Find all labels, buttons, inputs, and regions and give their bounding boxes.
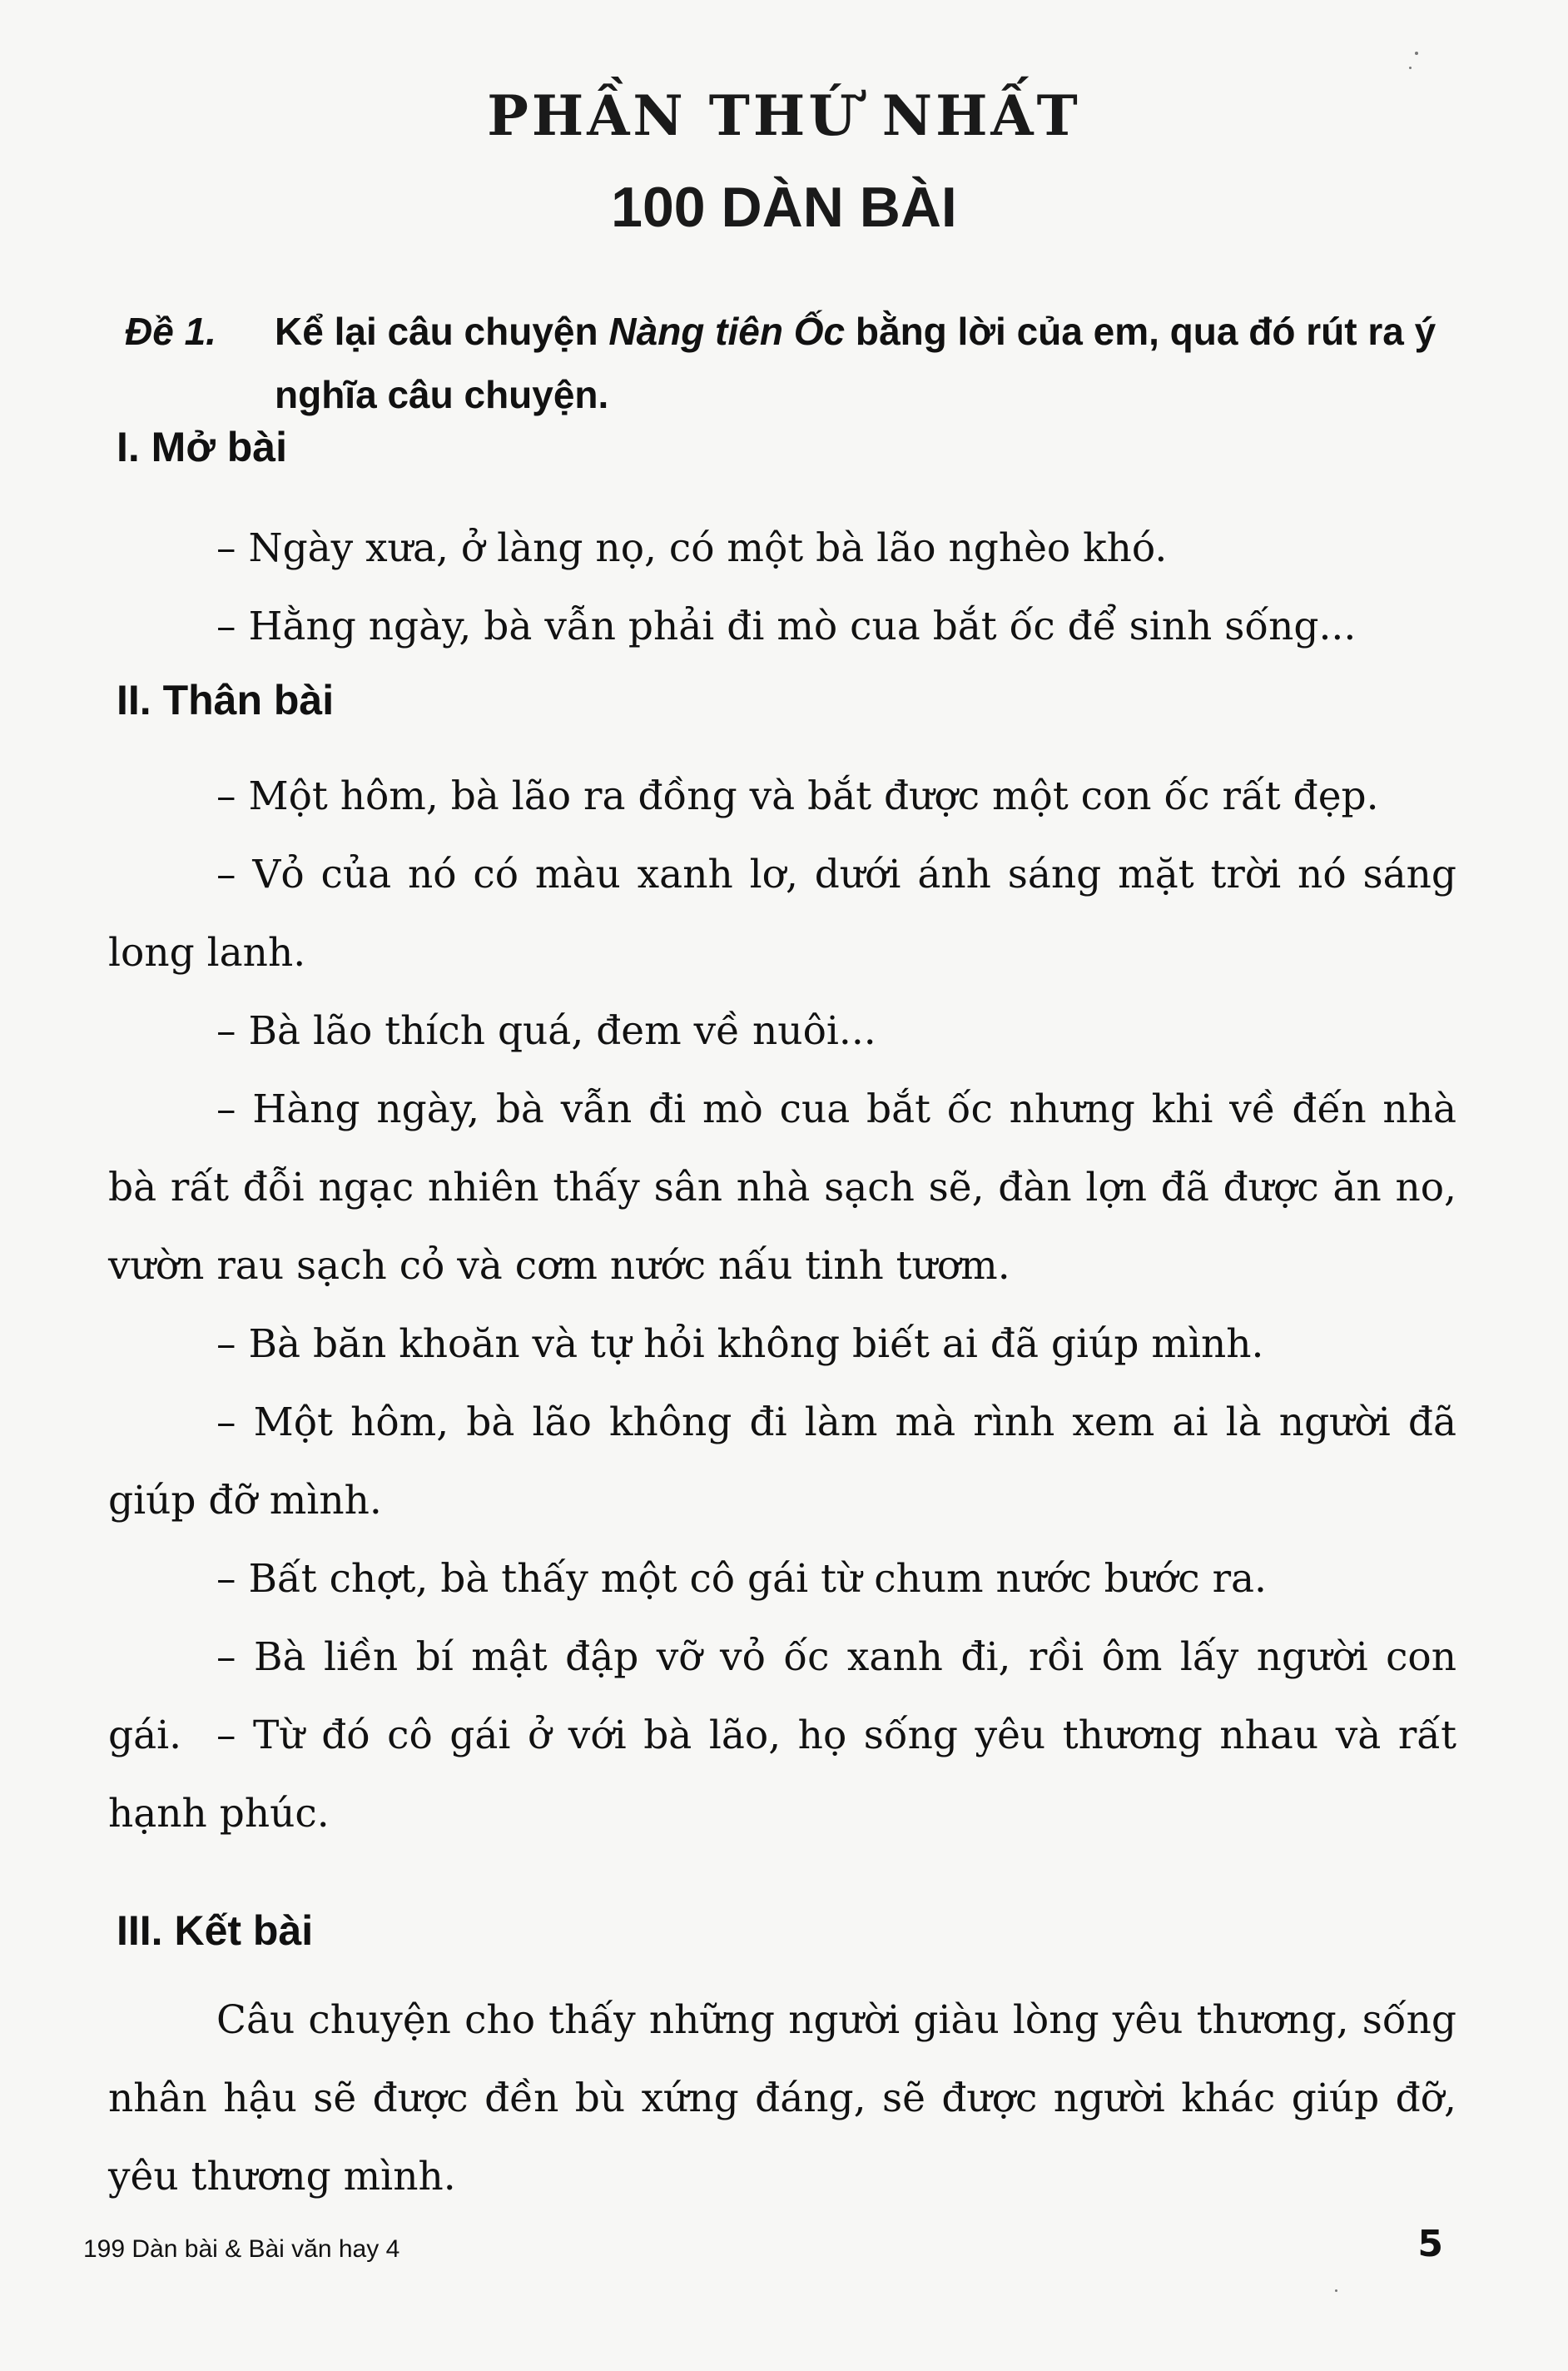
- intro-paragraph-2: – Hằng ngày, bà vẫn phải đi mò cua bắt ốc để sinh sống...: [216, 604, 1357, 649]
- heading-body: II. Thân bài: [117, 677, 335, 723]
- exercise-text: [275, 300, 1456, 426]
- body-paragraph-9: – Từ đó cô gái ở với bà lão, họ sống yêu thương nhau và rất hạnh phúc.: [108, 1712, 1456, 1837]
- body-paragraph-8: – Bà liền bí mật đập vỡ vỏ ốc xanh đi, rồi ôm lấy người con gái.: [108, 1634, 1456, 1758]
- exercise-prompt: [125, 300, 1456, 426]
- body-paragraph-7: – Bất chợt, bà thấy một cô gái từ chum nước bước ra.: [216, 1556, 1268, 1602]
- section-title: 100 DÀN BÀI: [611, 176, 957, 239]
- footer-book-title: 199 Dàn bài & Bài văn hay 4: [83, 2235, 400, 2263]
- paper-speck: [1409, 67, 1412, 69]
- story-title: Nàng tiên Ốc: [608, 310, 846, 353]
- exercise-text-before: Kể lại câu chuyện: [275, 310, 609, 353]
- heading-conclusion: III. Kết bài: [117, 1907, 314, 1954]
- body-paragraph-4: – Hàng ngày, bà vẫn đi mò cua bắt ốc nhưng khi về đến nhà bà rất đỗi ngạc nhiên thấy sân nhà sạch sẽ, đàn lợn đã được ăn no, vườn rau sạch cỏ và cơm nước nấu tinh tươm.: [108, 1086, 1456, 1289]
- heading-introduction: I. Mở bài: [117, 424, 288, 470]
- part-title: PHẦN THỨ NHẤT: [487, 83, 1081, 148]
- body-paragraph-1: – Một hôm, bà lão ra đồng và bắt được một con ốc rất đẹp.: [216, 773, 1379, 819]
- paper-speck: [1415, 52, 1418, 55]
- paper-speck: [1335, 2289, 1337, 2292]
- page-number: 5: [1417, 2223, 1443, 2265]
- body-paragraph-6: – Một hôm, bà lão không đi làm mà rình xem ai là người đã giúp đỡ mình.: [108, 1399, 1456, 1524]
- conclusion-paragraph: Câu chuyện cho thấy những người giàu lòng yêu thương, sống nhân hậu sẽ được đền bù xứng đáng, sẽ được người khác giúp đỡ, yêu thương mình.: [108, 1997, 1456, 2200]
- body-paragraph-2: – Vỏ của nó có màu xanh lơ, dưới ánh sáng mặt trời nó sáng long lanh.: [108, 852, 1456, 976]
- exercise-text-after: bằng lời của em, qua đó rút ra ý nghĩa câu chuyện.: [275, 310, 1437, 416]
- exercise-label: Đề 1.: [125, 310, 216, 353]
- body-paragraph-3: – Bà lão thích quá, đem về nuôi...: [216, 1008, 876, 1054]
- body-paragraph-5: – Bà băn khoăn và tự hỏi không biết ai đã giúp mình.: [216, 1321, 1264, 1367]
- intro-paragraph-1: – Ngày xưa, ở làng nọ, có một bà lão nghèo khó.: [216, 525, 1168, 571]
